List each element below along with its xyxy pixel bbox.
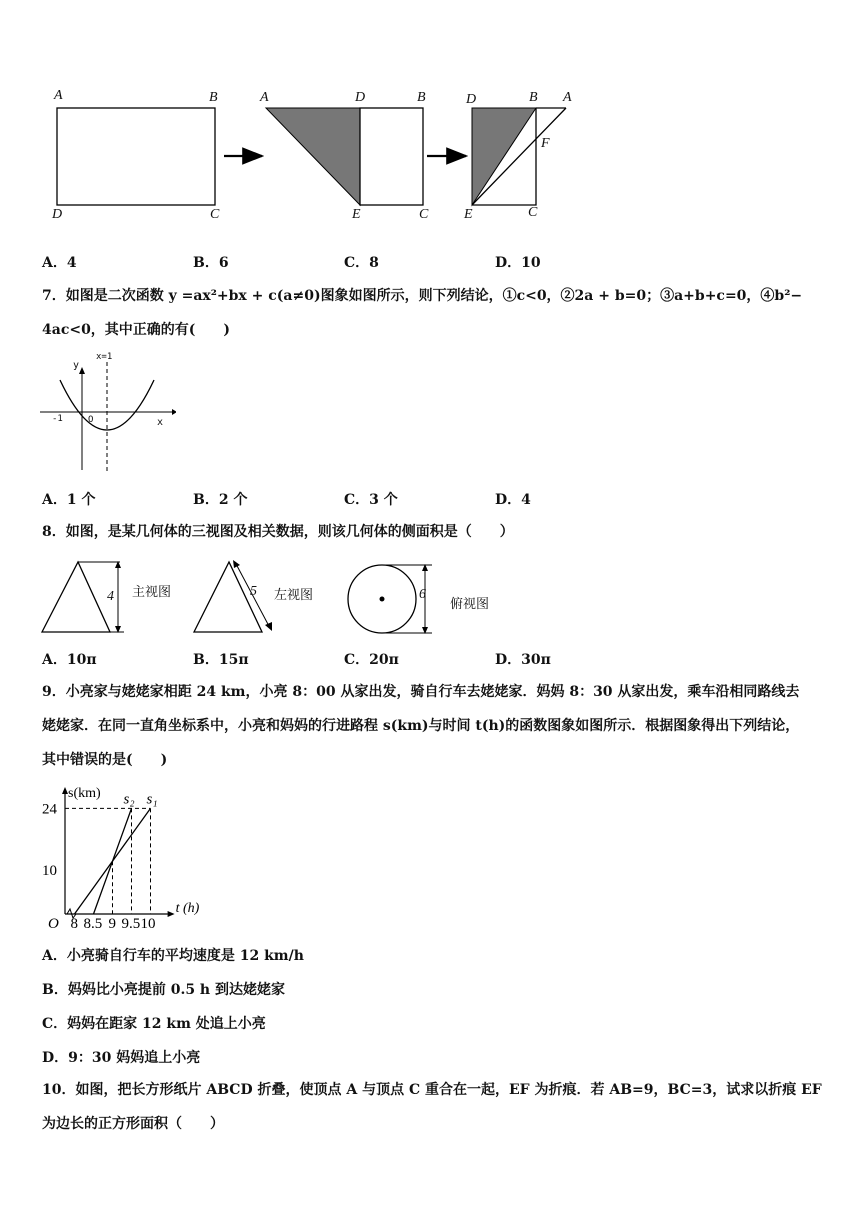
- y-tick-10: 10: [42, 863, 57, 879]
- q8-option-d: D．30π: [495, 652, 551, 668]
- top-view-label: 俯视图: [450, 597, 490, 612]
- label-d2: D: [355, 90, 366, 105]
- rectangle-abcd: [57, 108, 215, 205]
- q7-option-a: A．1 个: [42, 492, 96, 508]
- origin-label: O: [48, 916, 59, 932]
- q9-option-c: C．妈妈在距家 12 km 处追上小亮: [42, 1016, 266, 1032]
- q6-option-a: A．4: [42, 255, 77, 271]
- series-label-s2: s₂: [123, 791, 135, 808]
- q10-stem-line2: 为边长的正方形面积（ ）: [42, 1116, 224, 1132]
- label-b3: B: [529, 90, 538, 105]
- x-axis-arrow: [168, 911, 175, 917]
- q6-option-d: D．10: [495, 255, 541, 271]
- q6-option-b: B．6: [193, 255, 229, 271]
- q9-option-b: B．妈妈比小亮提前 0.5 h 到达姥姥家: [42, 982, 285, 998]
- q8-option-b: B．15π: [193, 652, 249, 668]
- label-neg1: -1: [52, 414, 63, 424]
- label-a2: A: [260, 90, 269, 105]
- rect-dbce: [360, 108, 423, 205]
- shaded-triangle-fig2: [266, 108, 360, 205]
- q6-option-c: C．8: [344, 255, 379, 271]
- left-view-slant: 5: [250, 584, 257, 599]
- q6-figures: [0, 80, 868, 240]
- label-x-axis: x: [157, 417, 164, 428]
- label-b1: B: [209, 90, 218, 105]
- q7-stem-line1: 7．如图是二次函数 y =ax²+bx + c(a≠0)图象如图所示，则下列结论，①c<0，②2a + b=0；③a+b+c=0，④b²−: [42, 288, 803, 304]
- q9-stem-line1: 9．小亮家与姥姥家相距 24 km，小亮 8：00 从家出发，骑自行车去姥姥家．妈妈 8：30 从家出发，乘车沿相同路线去: [42, 684, 800, 700]
- q8-option-a: A．10π: [42, 652, 97, 668]
- x-axis-title: t (h): [175, 901, 200, 916]
- q7-option-c: C．3 个: [344, 492, 398, 508]
- x-tick-10: 10: [140, 916, 156, 932]
- label-c2: C: [419, 207, 429, 222]
- front-view-label: 主视图: [132, 585, 172, 600]
- q7-option-b: B．2 个: [193, 492, 248, 508]
- q8-stem: 8．如图，是某几何体的三视图及相关数据，则该几何体的侧面积是（ ）: [42, 524, 514, 540]
- label-e2: E: [352, 207, 361, 222]
- label-a1: A: [54, 88, 63, 103]
- q9-stem-line2: 姥姥家．在同一直角坐标系中，小亮和妈妈的行进路程 s(km)与时间 t(h)的函数图象如图所示．根据图象得出下列结论，: [42, 718, 800, 734]
- q9-option-d: D．9：30 妈妈追上小亮: [42, 1050, 201, 1066]
- label-a3: A: [563, 90, 572, 105]
- shaded-triangle-fig3: [472, 108, 536, 205]
- q9-option-a: A．小亮骑自行车的平均速度是 12 km/h: [42, 948, 304, 964]
- label-d3: D: [466, 92, 477, 107]
- q10-stem-line1: 10．如图，把长方形纸片 ABCD 折叠，使顶点 A 与顶点 C 重合在一起，EF 为折痕．若 AB=9，BC=3，试求以折痕 EF: [42, 1082, 822, 1098]
- q7-stem-line2: 4ac<0，其中正确的有( ): [42, 322, 231, 338]
- label-c3: C: [528, 205, 538, 220]
- label-d1: D: [52, 207, 63, 222]
- q8-option-c: C．20π: [344, 652, 399, 668]
- label-f3: F: [541, 136, 550, 151]
- y-axis-title: s(km): [68, 786, 101, 801]
- distance-time-chart: [36, 780, 226, 932]
- series-label-s1: s₁: [146, 791, 158, 808]
- x-tick-8: 8: [70, 916, 78, 932]
- q7-option-d: D．4: [495, 492, 531, 508]
- label-c1: C: [210, 207, 220, 222]
- label-x1: x=1: [96, 352, 113, 362]
- x-tick-9: 9: [108, 916, 116, 932]
- label-origin-q7: O: [88, 415, 94, 425]
- label-y-axis: y: [73, 360, 80, 371]
- label-b2: B: [417, 90, 426, 105]
- front-view-height: 4: [107, 589, 114, 604]
- top-view-diameter: 6: [419, 587, 426, 602]
- label-e3: E: [464, 207, 473, 222]
- left-view-label: 左视图: [274, 588, 314, 603]
- q9-stem-line3: 其中错误的是( ): [42, 752, 168, 768]
- x-tick-9-5: 9.5: [121, 916, 141, 932]
- y-tick-24: 24: [42, 801, 57, 818]
- x-tick-8-5: 8.5: [83, 916, 103, 932]
